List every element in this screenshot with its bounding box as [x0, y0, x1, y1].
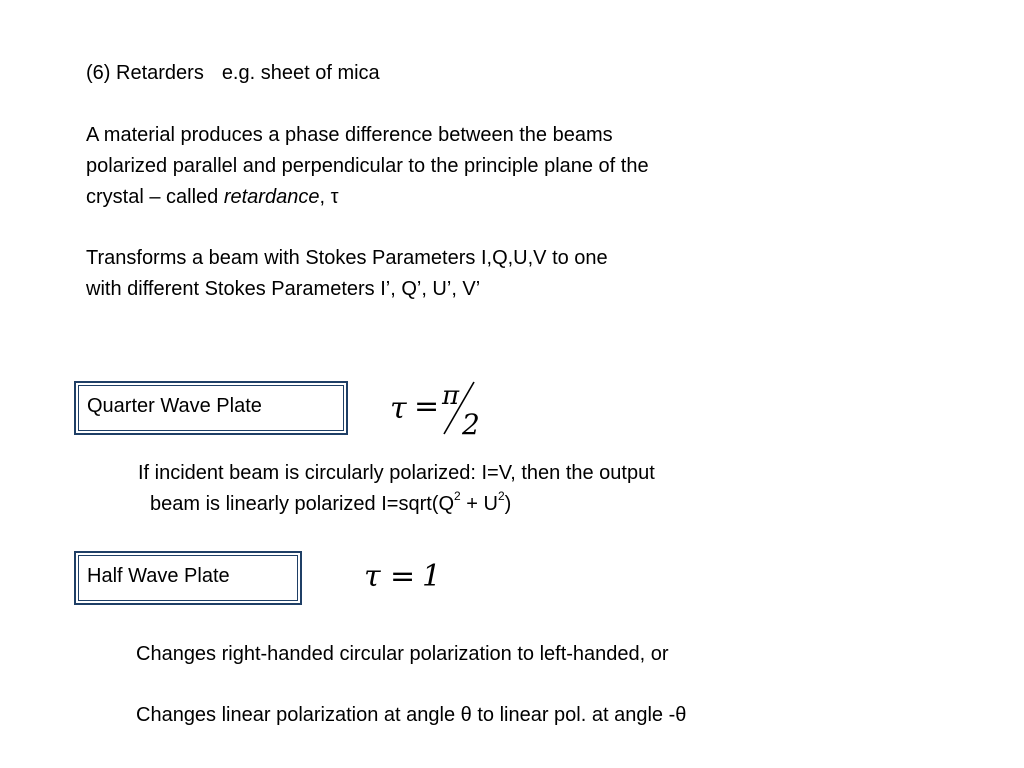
transform-line-2: with different Stokes Parameters I’, Q’, U’, V’ [86, 278, 481, 300]
definition-line-2: polarized parallel and perpendicular to the principle plane of the [86, 155, 649, 177]
quarter-wave-plate-label: Quarter Wave Plate [78, 385, 344, 431]
slide-heading [86, 58, 380, 89]
retardance-term: retardance [223, 186, 320, 208]
quarter-wave-desc-line-1: If incident beam is circularly polarized: I=V, then the output [138, 462, 655, 484]
equation-numerator: π [442, 381, 460, 411]
exponent-u: 2 [497, 489, 505, 504]
transform-line-1: Transforms a beam with Stokes Parameters I,Q,U,V to one [86, 247, 608, 269]
half-wave-equation [362, 556, 458, 596]
half-wave-plate-label: Half Wave Plate [78, 555, 298, 601]
half-wave-desc-line-1: Changes right-handed circular polarization to left-handed, or [136, 643, 669, 665]
quarter-wave-equation [388, 378, 498, 440]
equation-tau: τ [390, 391, 407, 426]
desc-line-2-end: ) [504, 493, 512, 515]
equation-denominator: 2 [462, 408, 480, 440]
exponent-q: 2 [454, 489, 461, 504]
heading-prefix: (6) Retarders [86, 62, 204, 84]
heading-example: e.g. sheet of mica [221, 62, 380, 84]
definition-line-3-end: , τ [319, 186, 339, 208]
half-wave-desc-line-2: Changes linear polarization at angle θ to linear pol. at angle -θ [136, 704, 687, 726]
quarter-wave-desc-line-2 [150, 489, 511, 520]
equation-tau: τ [364, 559, 381, 594]
desc-line-2-middle: + U [460, 493, 498, 515]
quarter-wave-plate-box [74, 381, 348, 435]
desc-line-2-start: beam is linearly polarized I=sqrt(Q [150, 493, 455, 515]
equation-equals: = [390, 559, 416, 594]
definition-line-3-start: crystal – called [86, 186, 224, 208]
half-wave-plate-box [74, 551, 302, 605]
definition-line-1: A material produces a phase difference between the beams [86, 124, 613, 146]
equation-value: 1 [422, 559, 442, 594]
definition-line-3 [86, 182, 338, 213]
equation-equals: = [414, 389, 440, 424]
